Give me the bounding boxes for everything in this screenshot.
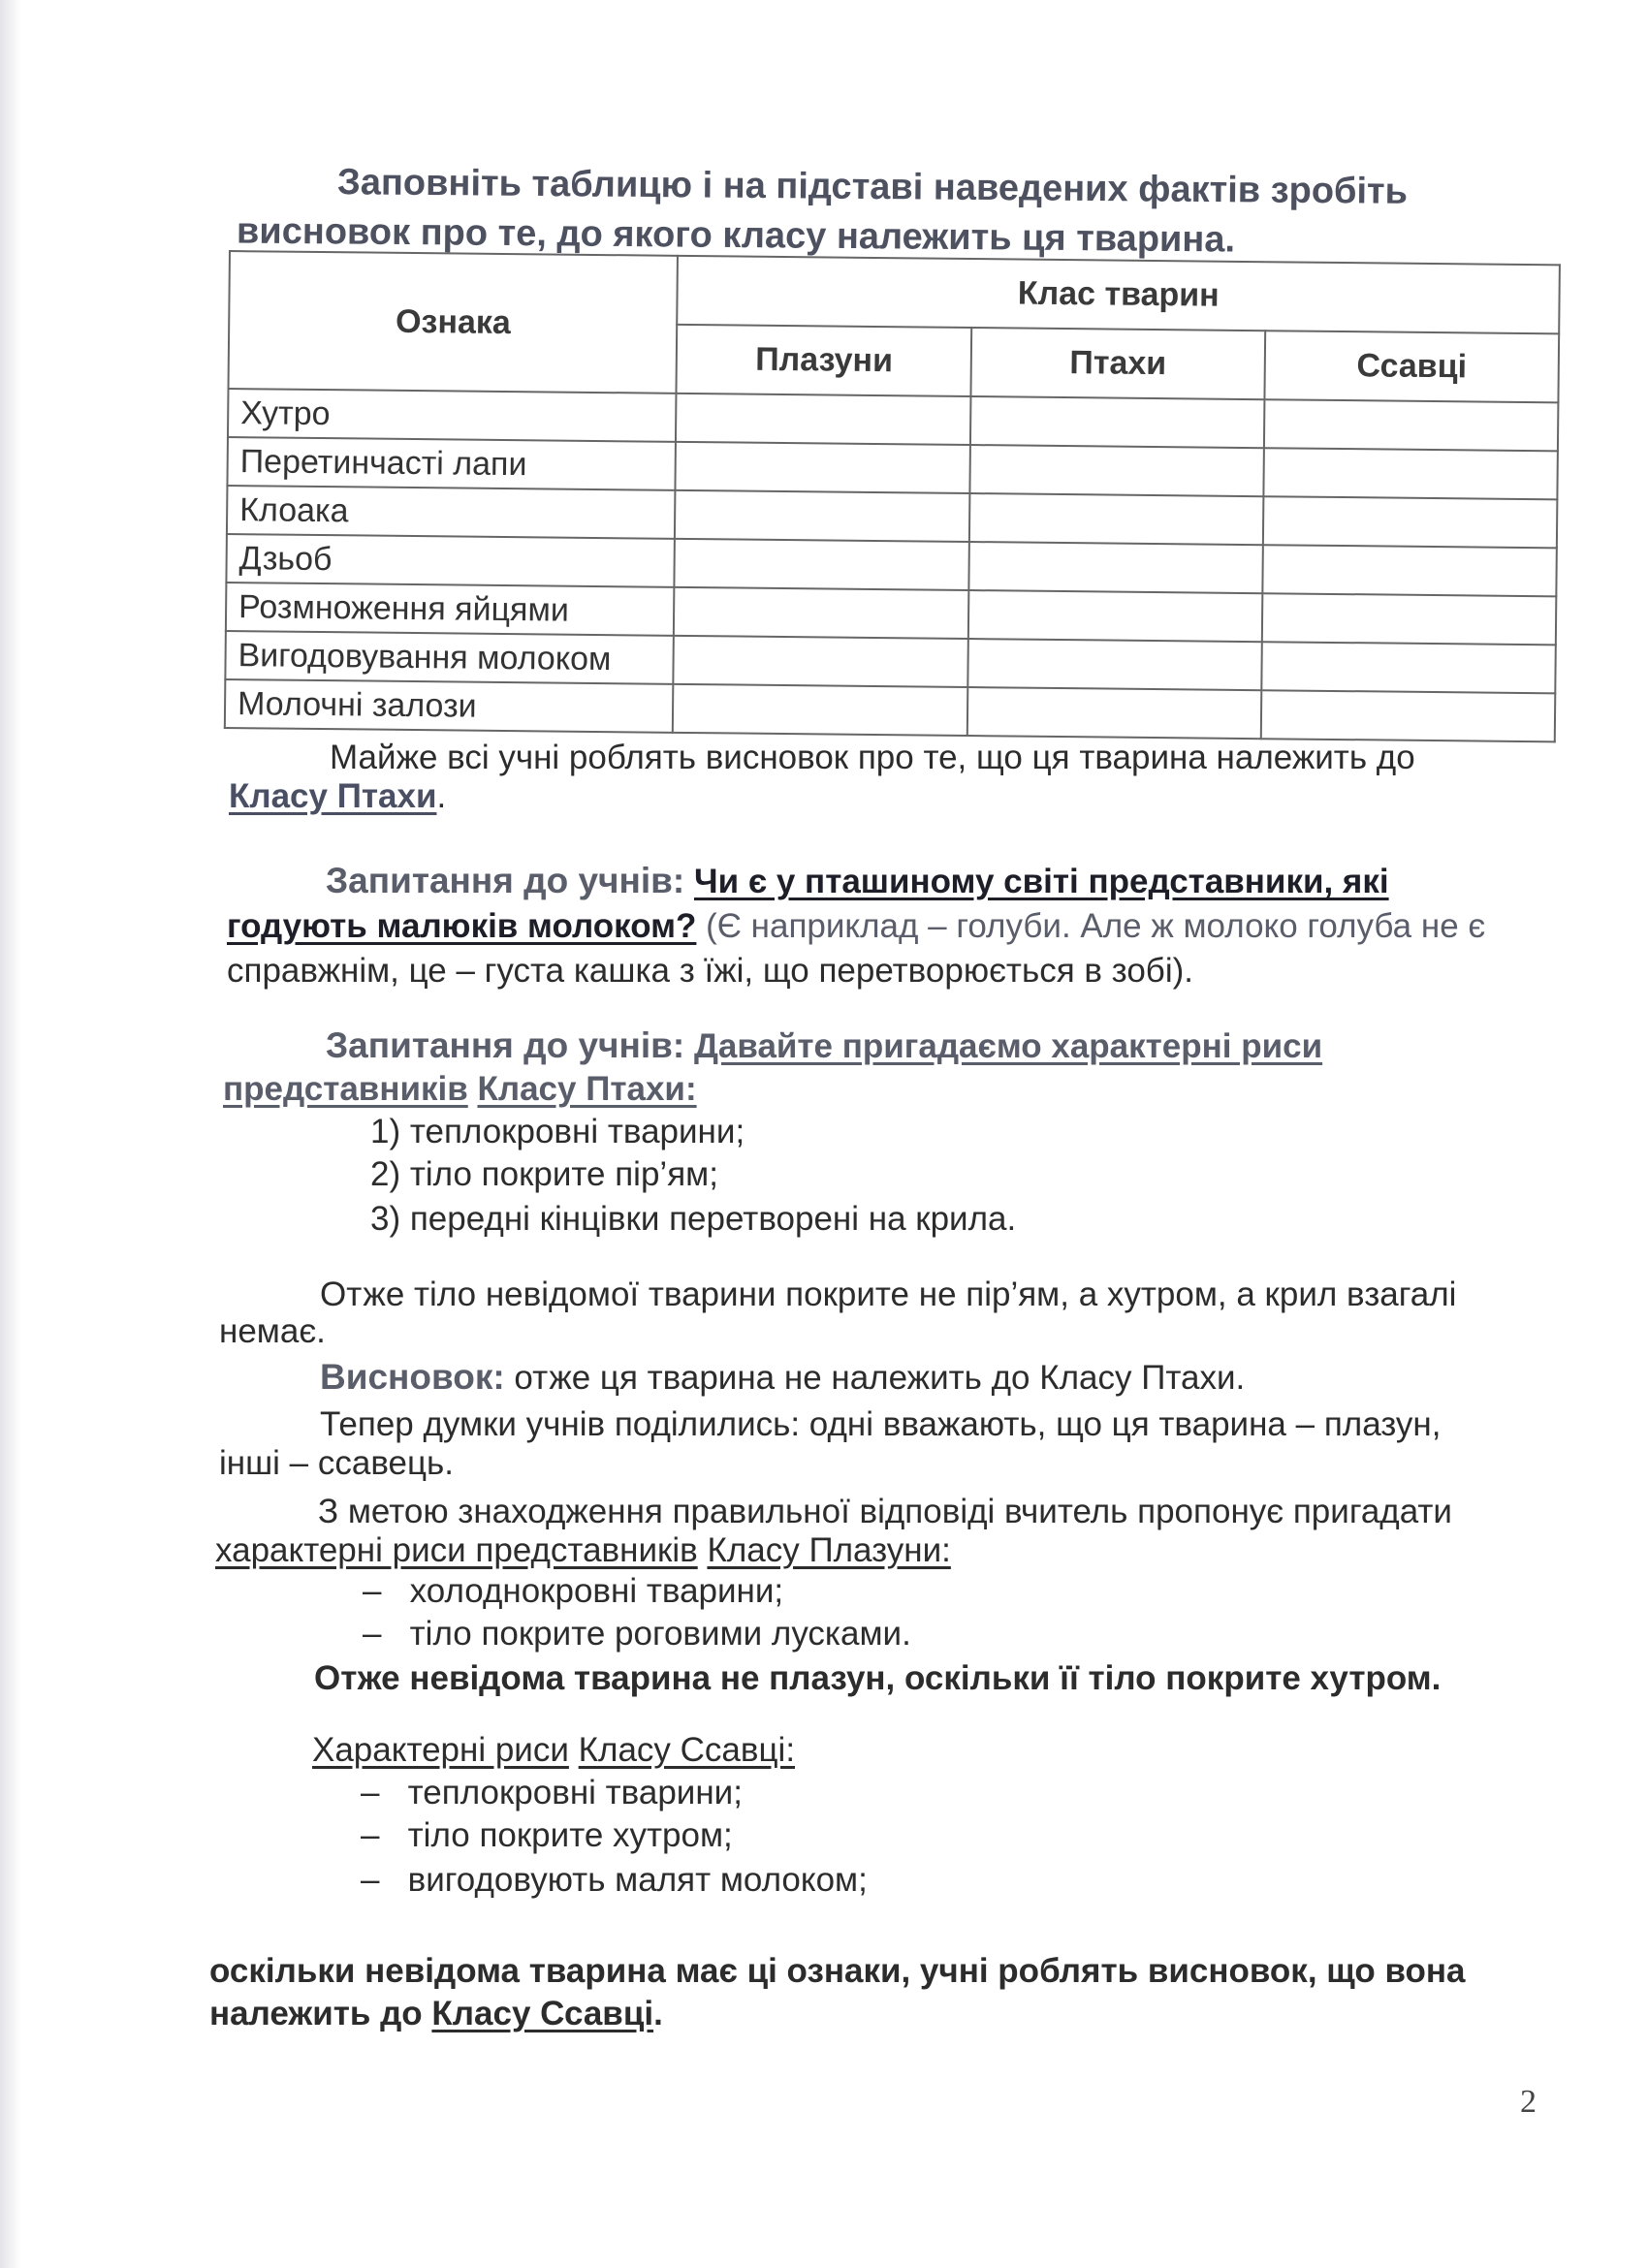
column-reptiles: Плазуни bbox=[677, 325, 971, 396]
question1-line1 bbox=[326, 861, 1389, 901]
class-birds-label: Класу Птахи bbox=[229, 777, 437, 815]
birds-trait-3: 3) передні кінцівки перетворені на крила. bbox=[370, 1200, 1017, 1238]
conclusion-not-birds bbox=[320, 1357, 1245, 1398]
final-conclusion-text: належить до bbox=[209, 1995, 432, 2032]
task-heading-line2: висновок про те, до якого класу належить ця тварина. bbox=[236, 210, 1236, 261]
column-mammals: Ссавці bbox=[1264, 331, 1559, 402]
question2-line1 bbox=[326, 1025, 1322, 1066]
question2-line2 bbox=[223, 1070, 697, 1109]
dash-bullet: – bbox=[363, 1615, 410, 1653]
row-label: Вигодовування молоком bbox=[225, 631, 674, 684]
birds-trait-2: 2) тіло покрите пір’ям; bbox=[370, 1155, 718, 1193]
row-label: Хутро bbox=[228, 389, 677, 442]
animal-class-header: Клас тварин bbox=[678, 256, 1560, 334]
question1-text-a: Чи є у пташиному світі представники, які bbox=[693, 863, 1389, 900]
paragraph-body-cover-line2: немає. bbox=[219, 1312, 326, 1350]
question2-text-b2: Класу Птахи: bbox=[477, 1070, 697, 1108]
answer-cell[interactable] bbox=[968, 590, 1262, 642]
dash-bullet: – bbox=[361, 1816, 408, 1854]
final-conclusion-line1: оскільки невідома тварина має ці ознаки, учні роблять висновок, що вона bbox=[209, 1952, 1466, 1990]
conclusion-label: Висновок: bbox=[320, 1357, 505, 1397]
mammals-title-b: Класу Ссавці: bbox=[578, 1731, 796, 1769]
conclusion-text: отже ця тварина не належить до Класу Птахи. bbox=[504, 1359, 1246, 1397]
column-birds: Птахи bbox=[970, 328, 1265, 399]
answer-cell[interactable] bbox=[674, 636, 968, 687]
answer-cell[interactable] bbox=[1264, 399, 1559, 451]
paragraph-body-cover-line1: Отже тіло невідомої тварини покрите не пір’ям, а хутром, а крил взагалі bbox=[320, 1276, 1457, 1313]
question2-text-b1: представників bbox=[223, 1070, 468, 1108]
row-label: Перетинчасті лапи bbox=[227, 437, 676, 490]
answer-cell[interactable] bbox=[675, 490, 969, 542]
row-label: Дзьоб bbox=[226, 534, 675, 587]
mammals-title bbox=[312, 1731, 795, 1770]
row-label: Молочні залози bbox=[225, 679, 674, 733]
paragraph-teacher-line1: З метою знаходження правильної відповіді вчитель пропонує пригадати bbox=[318, 1493, 1452, 1530]
answer-cell[interactable] bbox=[969, 445, 1263, 496]
answer-cell[interactable] bbox=[673, 684, 967, 736]
answer-cell[interactable] bbox=[676, 394, 970, 445]
period: . bbox=[436, 777, 447, 815]
answer-cell[interactable] bbox=[674, 587, 968, 639]
dash-bullet: – bbox=[361, 1861, 408, 1899]
answer-cell[interactable] bbox=[967, 687, 1261, 739]
dash-bullet: – bbox=[361, 1774, 408, 1811]
answer-cell[interactable] bbox=[676, 442, 970, 493]
feature-header: Ознака bbox=[229, 251, 679, 394]
row-label: Розмноження яйцями bbox=[226, 583, 675, 636]
mammal-trait-1 bbox=[361, 1774, 743, 1812]
task-heading-line1: Заповніть таблицю і на підставі наведених фактів зробіть bbox=[336, 162, 1409, 212]
answer-cell[interactable] bbox=[970, 396, 1264, 448]
answer-cell[interactable] bbox=[967, 639, 1261, 690]
mammal-trait-text: теплокровні тварини; bbox=[407, 1774, 743, 1811]
paragraph-opinions-line2: інші – ссавець. bbox=[219, 1444, 455, 1482]
reptile-trait-1 bbox=[363, 1572, 783, 1611]
paragraph-teacher-line2 bbox=[215, 1531, 951, 1570]
features-table bbox=[224, 250, 1561, 742]
reptile-trait-text: тіло покрите роговими лусками. bbox=[409, 1615, 911, 1653]
reptiles-traits-link-a: характерні риси представників bbox=[215, 1531, 698, 1569]
question1-answer-b: справжнім, це – густа кашка з їжі, що перетворюється в зобі). bbox=[227, 952, 1194, 990]
dash-bullet: – bbox=[363, 1572, 410, 1610]
answer-cell[interactable] bbox=[968, 542, 1262, 593]
paragraph-class-birds bbox=[229, 777, 446, 816]
period: . bbox=[653, 1995, 663, 2032]
answer-cell[interactable] bbox=[1263, 496, 1558, 548]
question1-answer-a: (Є наприклад – голуби. Але ж молоко голуба не є bbox=[696, 907, 1486, 945]
mammal-trait-3 bbox=[361, 1861, 868, 1900]
answer-cell[interactable] bbox=[1263, 448, 1558, 499]
class-mammals-label: Класу Ссавці bbox=[431, 1995, 654, 2032]
birds-trait-1: 1) теплокровні тварини; bbox=[370, 1113, 745, 1150]
mammal-trait-text: вигодовують малят молоком; bbox=[407, 1861, 868, 1899]
mammal-trait-text: тіло покрите хутром; bbox=[407, 1816, 733, 1854]
mammals-title-a: Характерні риси bbox=[312, 1731, 569, 1769]
question1-label: Запитання до учнів: bbox=[326, 861, 685, 900]
scan-edge bbox=[0, 0, 21, 2268]
question1-text-b: годують малюків молоком? bbox=[227, 907, 697, 945]
reptile-trait-text: холоднокровні тварини; bbox=[409, 1572, 784, 1610]
question2-label: Запитання до учнів: bbox=[326, 1025, 685, 1065]
final-conclusion-line2 bbox=[209, 1995, 663, 2033]
reptile-trait-2 bbox=[363, 1615, 911, 1654]
reptile-conclusion: Отже невідома тварина не плазун, оскільки її тіло покрите хутром. bbox=[314, 1659, 1442, 1697]
answer-cell[interactable] bbox=[675, 539, 969, 590]
answer-cell[interactable] bbox=[1261, 642, 1556, 693]
page-number: 2 bbox=[1520, 2084, 1537, 2120]
question1-line2 bbox=[227, 907, 1485, 946]
reptiles-traits-link-b: Класу Плазуни: bbox=[707, 1531, 951, 1569]
answer-cell[interactable] bbox=[1262, 545, 1557, 596]
answer-cell[interactable] bbox=[1261, 690, 1556, 741]
mammal-trait-2 bbox=[361, 1816, 733, 1855]
paragraph-students-conclusion: Майже всі учні роблять висновок про те, що ця тварина належить до bbox=[330, 739, 1415, 776]
row-label: Клоака bbox=[227, 486, 676, 539]
answer-cell[interactable] bbox=[969, 493, 1263, 545]
paragraph-opinions-line1: Тепер думки учнів поділились: одні вважають, що ця тварина – плазун, bbox=[320, 1405, 1442, 1443]
question2-text-a: Давайте пригадаємо характерні риси bbox=[693, 1027, 1323, 1065]
answer-cell[interactable] bbox=[1262, 593, 1557, 645]
